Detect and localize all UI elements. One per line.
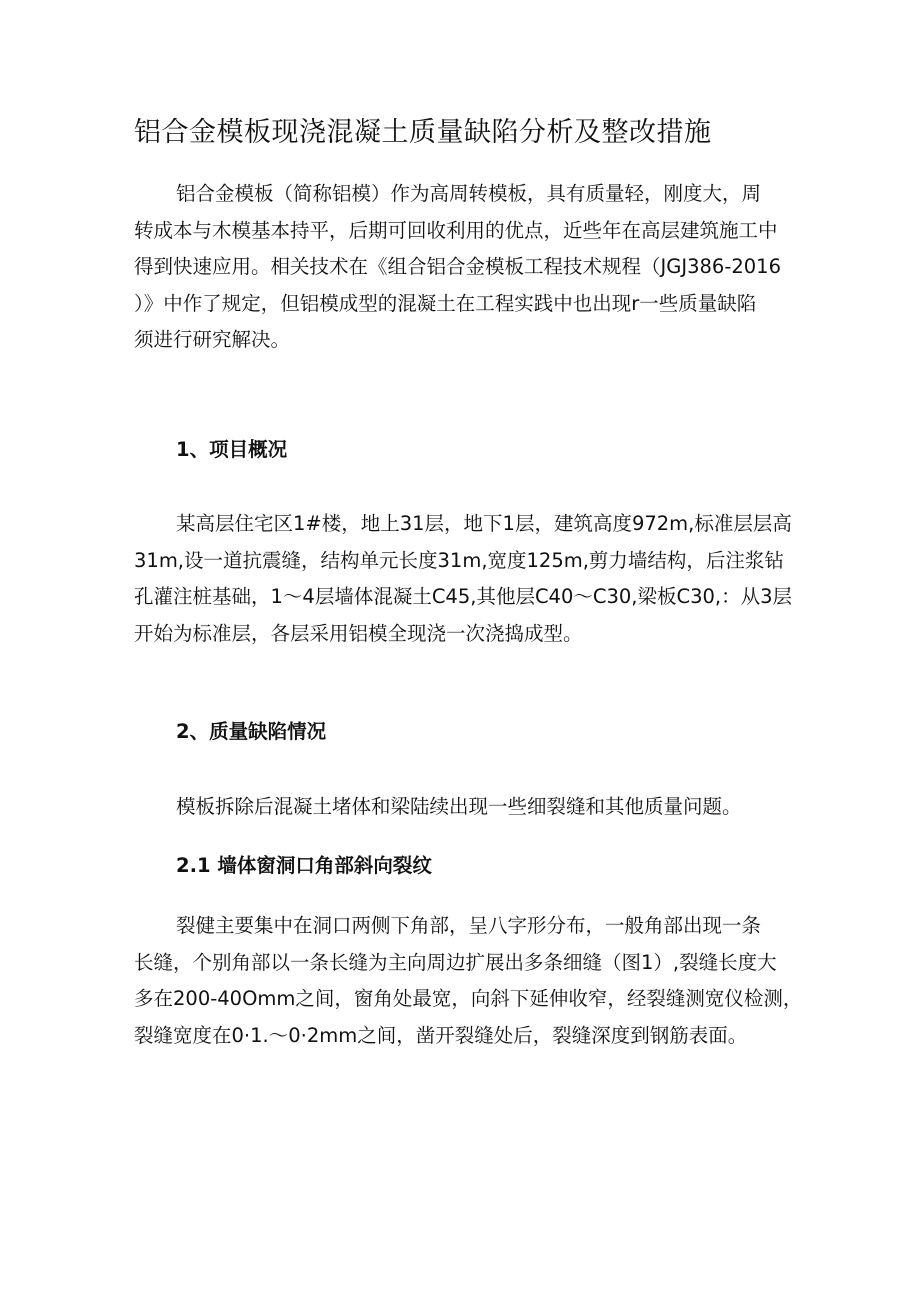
intro-line: ）》中作了规定，但铝模成型的混凝土在工程实践中也出现r一些质量缺陷: [134, 291, 757, 315]
intro-line: 得到快速应用。相关技术在《组合铝合金模板工程技术规程（JGJ386-2016: [134, 255, 781, 278]
section1-line: 31m,设一道抗震缝，结构单元长度31m,宽度125m,剪力墙结构，后注浆钻: [134, 548, 784, 572]
section1-line: 某高层住宅区1#楼，地上31层，地下1层，建筑高度972m,标准层层高: [176, 512, 792, 535]
subsection-2-1-paragraph: [134, 908, 803, 1054]
intro-line: 转成本与木模基本持平，后期可回收利用的优点，近些年在高层建筑施工中: [134, 218, 778, 242]
subsection-2-1-line: 长缝，个别角部以一条长缝为主向周边扩展出多条细缝（图1）,裂缝长度大: [134, 950, 777, 974]
section1-paragraph: [134, 506, 794, 652]
subsection-2-1-line: 多在200-40Omm之间，窗角处最宽，向斜下延伸收窄，经裂缝测宽仪检测，: [134, 987, 803, 1010]
section1-line: 开始为标准层，各层采用铝模全现浇一次浇捣成型。: [134, 621, 583, 645]
intro-paragraph: [134, 176, 794, 359]
section2-intro: [134, 789, 794, 826]
intro-line: 须进行研究解决。: [134, 328, 291, 351]
document-title: 铝合金模板现浇混凝土质量缺陷分析及整改措施: [134, 117, 712, 148]
section2-heading: 2、质量缺陷情况: [176, 720, 327, 743]
section1-line: 孔灌注桩基础，1～4层墙体混凝土C45,其他层C40～C30,梁板C30,：从3层: [134, 585, 793, 608]
subsection-2-1-heading: 2.1 墙体窗洞口角部斜向裂纹: [176, 854, 432, 877]
section1-heading: 1、项目概况: [176, 438, 288, 461]
subsection-2-1-line: 裂缝宽度在0·1.～0·2mm之间，凿开裂缝处后，裂缝深度到钢筋表面。: [134, 1023, 748, 1047]
subsection-2-1-line: 裂健主要集中在洞口两侧下角部，呈八字形分布，一般角部出现一条: [176, 914, 762, 937]
section2-intro-line: 模板拆除后混凝土堵体和梁陆续出现一些细裂缝和其他质量问题。: [176, 795, 742, 818]
intro-line: 铝合金模板（简称铝模）作为高周转模板，具有质量轻，刚度大，周: [176, 182, 762, 205]
